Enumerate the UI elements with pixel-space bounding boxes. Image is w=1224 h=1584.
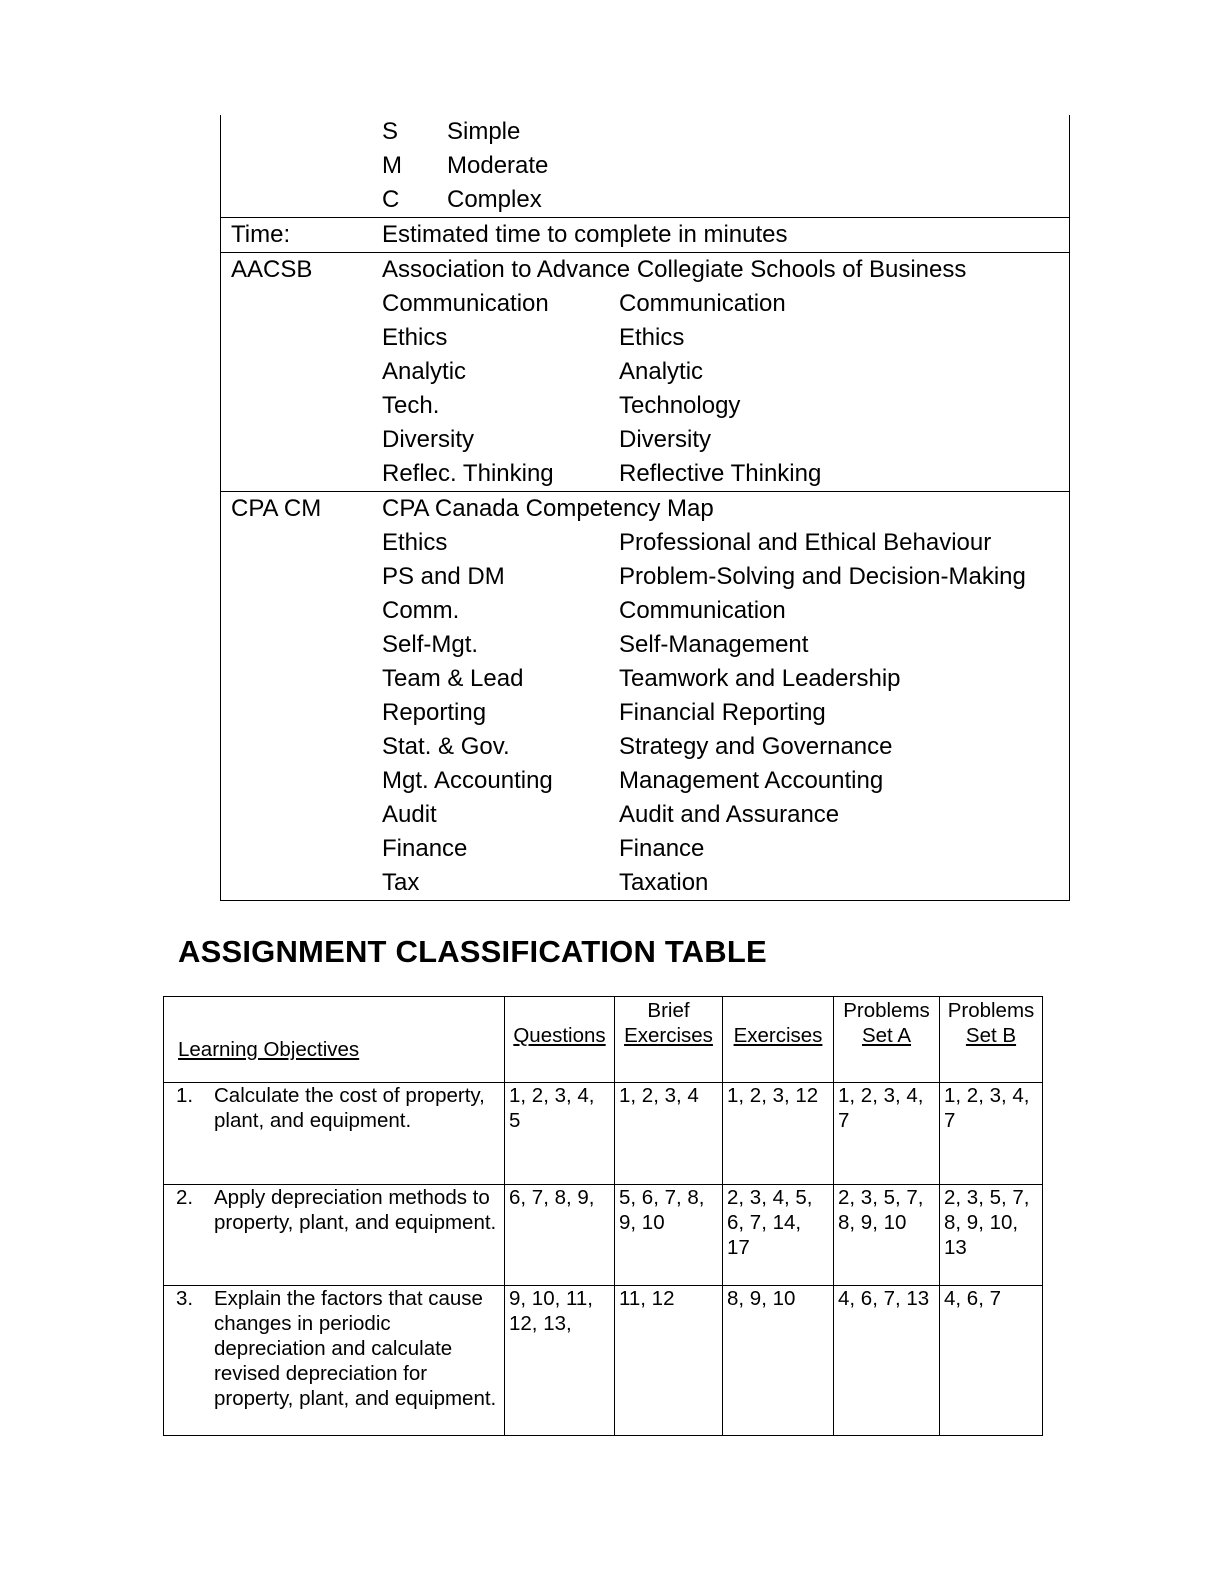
cpacm-row xyxy=(221,696,1069,730)
objective-number: 3. xyxy=(176,1287,194,1310)
legend-box xyxy=(220,115,1070,901)
exercises-cell: 8, 9, 10 xyxy=(723,1286,834,1436)
cpacm-abbr: Ethics xyxy=(382,529,448,556)
cpacm-full: Teamwork and Leadership xyxy=(619,665,901,692)
objective-text: Explain the factors that cause changes in periodic depreciation and calculate revised depreciation for property, plant, and equipment. xyxy=(214,1287,497,1410)
objective-text: Calculate the cost of property, plant, and equipment. xyxy=(214,1084,485,1132)
set-a-cell: 2, 3, 5, 7, 8, 9, 10 xyxy=(834,1185,940,1286)
set-b-cell: 1, 2, 3, 4, 7 xyxy=(940,1083,1043,1185)
level-code: C xyxy=(382,186,400,213)
level-row-complex xyxy=(221,183,1069,217)
header-learning-objectives: Learning Objectives xyxy=(164,997,505,1083)
cpacm-abbr: Audit xyxy=(382,801,437,828)
cpacm-abbr: Finance xyxy=(382,835,468,862)
objective-cell xyxy=(164,1083,505,1185)
header-questions: Questions xyxy=(505,997,615,1083)
aacsb-key: AACSB xyxy=(231,256,313,283)
objective-cell xyxy=(164,1286,505,1436)
objective-number: 1. xyxy=(176,1084,194,1107)
header-exercises: Exercises xyxy=(723,997,834,1083)
header-problems-set-a xyxy=(834,997,940,1083)
cpacm-full: Taxation xyxy=(619,869,709,896)
cpacm-full: Audit and Assurance xyxy=(619,801,840,828)
cpacm-desc: CPA Canada Competency Map xyxy=(382,495,714,522)
cpacm-abbr: Tax xyxy=(382,869,420,896)
objective-number: 2. xyxy=(176,1186,194,1209)
aacsb-abbr: Ethics xyxy=(382,324,448,351)
table-row xyxy=(164,1185,1043,1286)
set-b-cell: 2, 3, 5, 7, 8, 9, 10, 13 xyxy=(940,1185,1043,1286)
exercises-cell: 1, 2, 3, 12 xyxy=(723,1083,834,1185)
cpacm-abbr: Stat. & Gov. xyxy=(382,733,510,760)
set-a-cell: 1, 2, 3, 4, 7 xyxy=(834,1083,940,1185)
header-brief-line1: Brief xyxy=(647,999,690,1022)
aacsb-abbr: Analytic xyxy=(382,358,467,385)
cpacm-row xyxy=(221,526,1069,560)
aacsb-section xyxy=(221,252,1069,491)
cpacm-abbr: Reporting xyxy=(382,699,487,726)
aacsb-abbr: Reflec. Thinking xyxy=(382,460,554,487)
aacsb-full: Ethics xyxy=(619,324,685,351)
cpacm-abbr: Team & Lead xyxy=(382,665,524,692)
aacsb-row xyxy=(221,355,1069,389)
aacsb-row xyxy=(221,389,1069,423)
cpacm-full: Self-Management xyxy=(619,631,809,658)
cpacm-full: Finance xyxy=(619,835,705,862)
table-row xyxy=(164,1083,1043,1185)
cpacm-row xyxy=(221,560,1069,594)
level-label: Simple xyxy=(447,118,521,145)
level-code: S xyxy=(382,118,399,145)
header-pa-line1: Problems xyxy=(843,999,930,1022)
time-section xyxy=(221,217,1069,252)
cpacm-row xyxy=(221,866,1069,900)
header-problems-set-b xyxy=(940,997,1043,1083)
cpacm-full: Strategy and Governance xyxy=(619,733,893,760)
questions-cell: 6, 7, 8, 9, xyxy=(505,1185,615,1286)
set-a-cell: 4, 6, 7, 13 xyxy=(834,1286,940,1436)
cpacm-abbr: Comm. xyxy=(382,597,460,624)
brief-exercises-cell: 11, 12 xyxy=(615,1286,723,1436)
aacsb-abbr: Diversity xyxy=(382,426,475,453)
aacsb-row xyxy=(221,321,1069,355)
aacsb-full: Communication xyxy=(619,290,786,317)
cpacm-section xyxy=(221,491,1069,900)
level-section xyxy=(221,115,1069,217)
aacsb-abbr: Communication xyxy=(382,290,549,317)
cpacm-full: Problem-Solving and Decision-Making xyxy=(619,563,1026,590)
header-pb-line2: Set B xyxy=(965,1024,1017,1047)
time-key: Time: xyxy=(231,221,291,248)
aacsb-full: Technology xyxy=(619,392,741,419)
aacsb-full: Analytic xyxy=(619,358,704,385)
brief-exercises-cell: 1, 2, 3, 4 xyxy=(615,1083,723,1185)
cpacm-row xyxy=(221,832,1069,866)
cpacm-row xyxy=(221,662,1069,696)
level-row-simple xyxy=(221,115,1069,149)
aacsb-full: Reflective Thinking xyxy=(619,460,822,487)
aacsb-row xyxy=(221,457,1069,491)
header-brief-exercises xyxy=(615,997,723,1083)
table-row xyxy=(164,1286,1043,1436)
objective-text: Apply depreciation methods to property, plant, and equipment. xyxy=(214,1186,497,1234)
cpacm-row xyxy=(221,730,1069,764)
cpacm-row xyxy=(221,798,1069,832)
objective-cell xyxy=(164,1185,505,1286)
level-label: Moderate xyxy=(447,152,549,179)
cpacm-full: Financial Reporting xyxy=(619,699,826,726)
time-row xyxy=(221,218,1069,252)
cpacm-full: Professional and Ethical Behaviour xyxy=(619,529,992,556)
header-brief-line2: Exercises xyxy=(624,1024,713,1047)
cpacm-full: Communication xyxy=(619,597,786,624)
set-b-cell: 4, 6, 7 xyxy=(940,1286,1043,1436)
cpacm-abbr: Mgt. Accounting xyxy=(382,767,553,794)
brief-exercises-cell: 5, 6, 7, 8, 9, 10 xyxy=(615,1185,723,1286)
aacsb-full: Diversity xyxy=(619,426,712,453)
level-row-moderate xyxy=(221,149,1069,183)
questions-cell: 1, 2, 3, 4, 5 xyxy=(505,1083,615,1185)
header-pa-line2: Set A xyxy=(861,1024,911,1047)
aacsb-abbr: Tech. xyxy=(382,392,440,419)
aacsb-row xyxy=(221,423,1069,457)
cpacm-row xyxy=(221,764,1069,798)
level-label: Complex xyxy=(447,186,542,213)
time-desc: Estimated time to complete in minutes xyxy=(382,221,788,248)
cpacm-abbr: PS and DM xyxy=(382,563,505,590)
exercises-cell: 2, 3, 4, 5, 6, 7, 14, 17 xyxy=(723,1185,834,1286)
aacsb-row xyxy=(221,287,1069,321)
aacsb-desc: Association to Advance Collegiate Schools of Business xyxy=(382,256,967,283)
cpacm-abbr: Self-Mgt. xyxy=(382,631,479,658)
level-code: M xyxy=(382,152,402,179)
assignment-classification-table xyxy=(163,996,1043,1436)
header-row xyxy=(164,997,1043,1083)
cpacm-header-row xyxy=(221,492,1069,526)
cpacm-row xyxy=(221,628,1069,662)
cpacm-row xyxy=(221,594,1069,628)
act-title: ASSIGNMENT CLASSIFICATION TABLE xyxy=(178,934,767,969)
header-pb-line1: Problems xyxy=(947,999,1035,1022)
aacsb-header-row xyxy=(221,253,1069,287)
cpacm-full: Management Accounting xyxy=(619,767,884,794)
questions-cell: 9, 10, 11, 12, 13, xyxy=(505,1286,615,1436)
cpacm-key: CPA CM xyxy=(231,495,322,522)
